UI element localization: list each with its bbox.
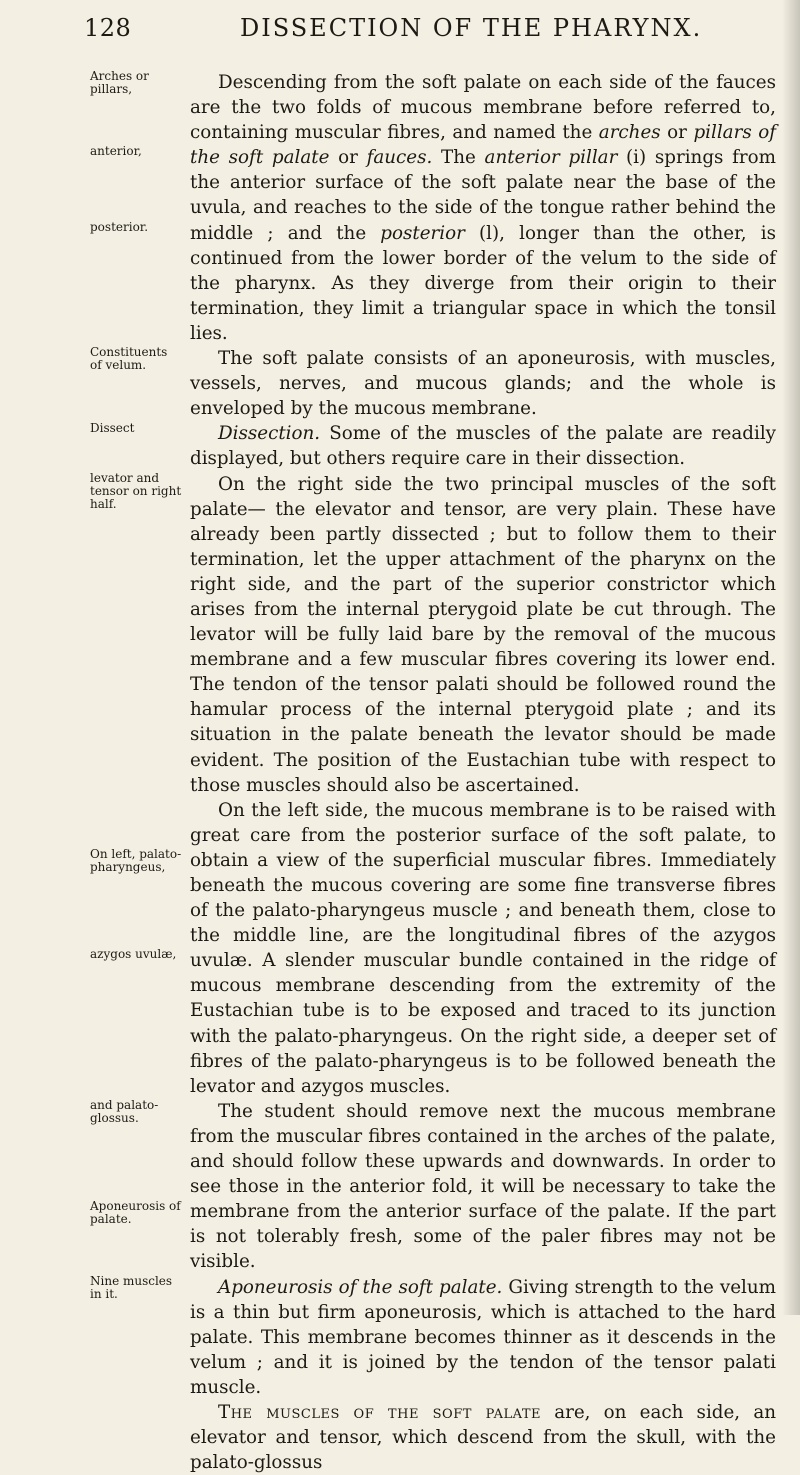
margin-note: anterior, <box>90 144 142 158</box>
paragraph-right-side: On the right side the two principal muscles of the soft palate— the elevator and tensor, are very plain. These have already been partly dissected ; but to follow them to their termination, let the upper attachment of the pharynx on the right side, and the part of the superior constrictor which arises from the internal pterygoid plate be cut through. The levator will be fully laid bare by the removal of the mucous membrane and a few muscular fibres covering its lower end. The tendon of the tensor palati should be followed round the hamular process of the internal pterygoid plate ; and its situation in the palate beneath the levator should be made evident. The position of the Eustachian tube with respect to those muscles should also be ascertained. <box>190 473 776 796</box>
paragraph-arches: Descending from the soft palate on each side of the fauces are the two folds of mucous membrane before referred to, containing muscular fibres, and named the arches or pillars of the soft palate or fauces. The anterior pillar (i) springs from the anterior surface of the soft palate near the base of the uvula, and reaches to the side of the tongue rather behind the middle ; and the posterior (l), longer than the other, is continued from the lower border of the velum to the side of the pharynx. As they diverge from their origin to their termination, they limit a triangular space in which the tonsil lies. <box>190 72 776 344</box>
page-edge-shadow <box>782 0 800 1315</box>
running-title: DISSECTION OF THE PHARYNX. <box>240 14 703 42</box>
paragraph-aponeurosis: Aponeurosis of the soft palate. Giving strength to the velum is a thin but firm aponeurosis, which is attached to the hard palate. This membrane becomes thinner as it descends in the velum ; and it is joined by the tendon of the tensor palati muscle. <box>190 1276 776 1398</box>
margin-note: posterior. <box>90 220 149 234</box>
paragraph-arches-dissection: The student should remove next the mucous membrane from the muscular fibres contained in the arches of the palate, and should follow these upwards and downwards. In order to see those in the anterior fold, it will be necessary to take the membrane from the anterior surface of the palate. If the part is not tolerably fresh, some of the paler fibres may not be visible. <box>190 1100 776 1273</box>
margin-note: Dissect <box>90 421 135 435</box>
margin-note: Nine muscles in it. <box>90 1274 173 1301</box>
margin-note: On left, palato-pharyngeus, <box>90 847 182 874</box>
margin-note: and palato-glossus. <box>90 1098 159 1125</box>
margin-note: Aponeurosis of palate. <box>90 1199 181 1226</box>
paragraph-constituents: The soft palate consists of an aponeurosis, with muscles, vessels, nerves, and mucous glands; and the whole is enveloped by the mucous membrane. <box>190 348 776 420</box>
margin-note: Arches or pillars, <box>90 69 149 96</box>
margin-notes <box>90 0 180 1315</box>
paragraph-dissection: Dissection. Some of the muscles of the palate are readily displayed, but others require care in their dissection. <box>190 423 776 470</box>
page-number: 128 <box>84 14 132 42</box>
margin-note: azygos uvulæ, <box>90 947 177 961</box>
margin-note: Constituents of velum. <box>90 345 168 372</box>
paragraph-left-side: On the left side, the mucous membrane is to be raised with great care from the posterior surface of the soft palate, to obtain a view of the superficial muscular fibres. Immediately beneath the mucous covering are some fine transverse fibres of the palato-pharyngeus muscle ; and beneath them, close to the middle line, are the longitudinal fibres of the azygos uvulæ. A slender muscular bundle contained in the ridge of mucous membrane descending from the extremity of the Eustachian tube is to be exposed and traced to its junction with the palato-pharyngeus. On the right side, a deeper set of fibres of the palato-pharyngeus is to be followed beneath the levator and azygos muscles. <box>190 799 776 1097</box>
margin-note: levator and tensor on right half. <box>90 471 182 511</box>
paragraph-muscles: The muscles of the soft palate are, on each side, an elevator and tensor, which descend from the skull, with the palato-glossus <box>190 1401 776 1474</box>
body-text <box>190 70 776 1475</box>
